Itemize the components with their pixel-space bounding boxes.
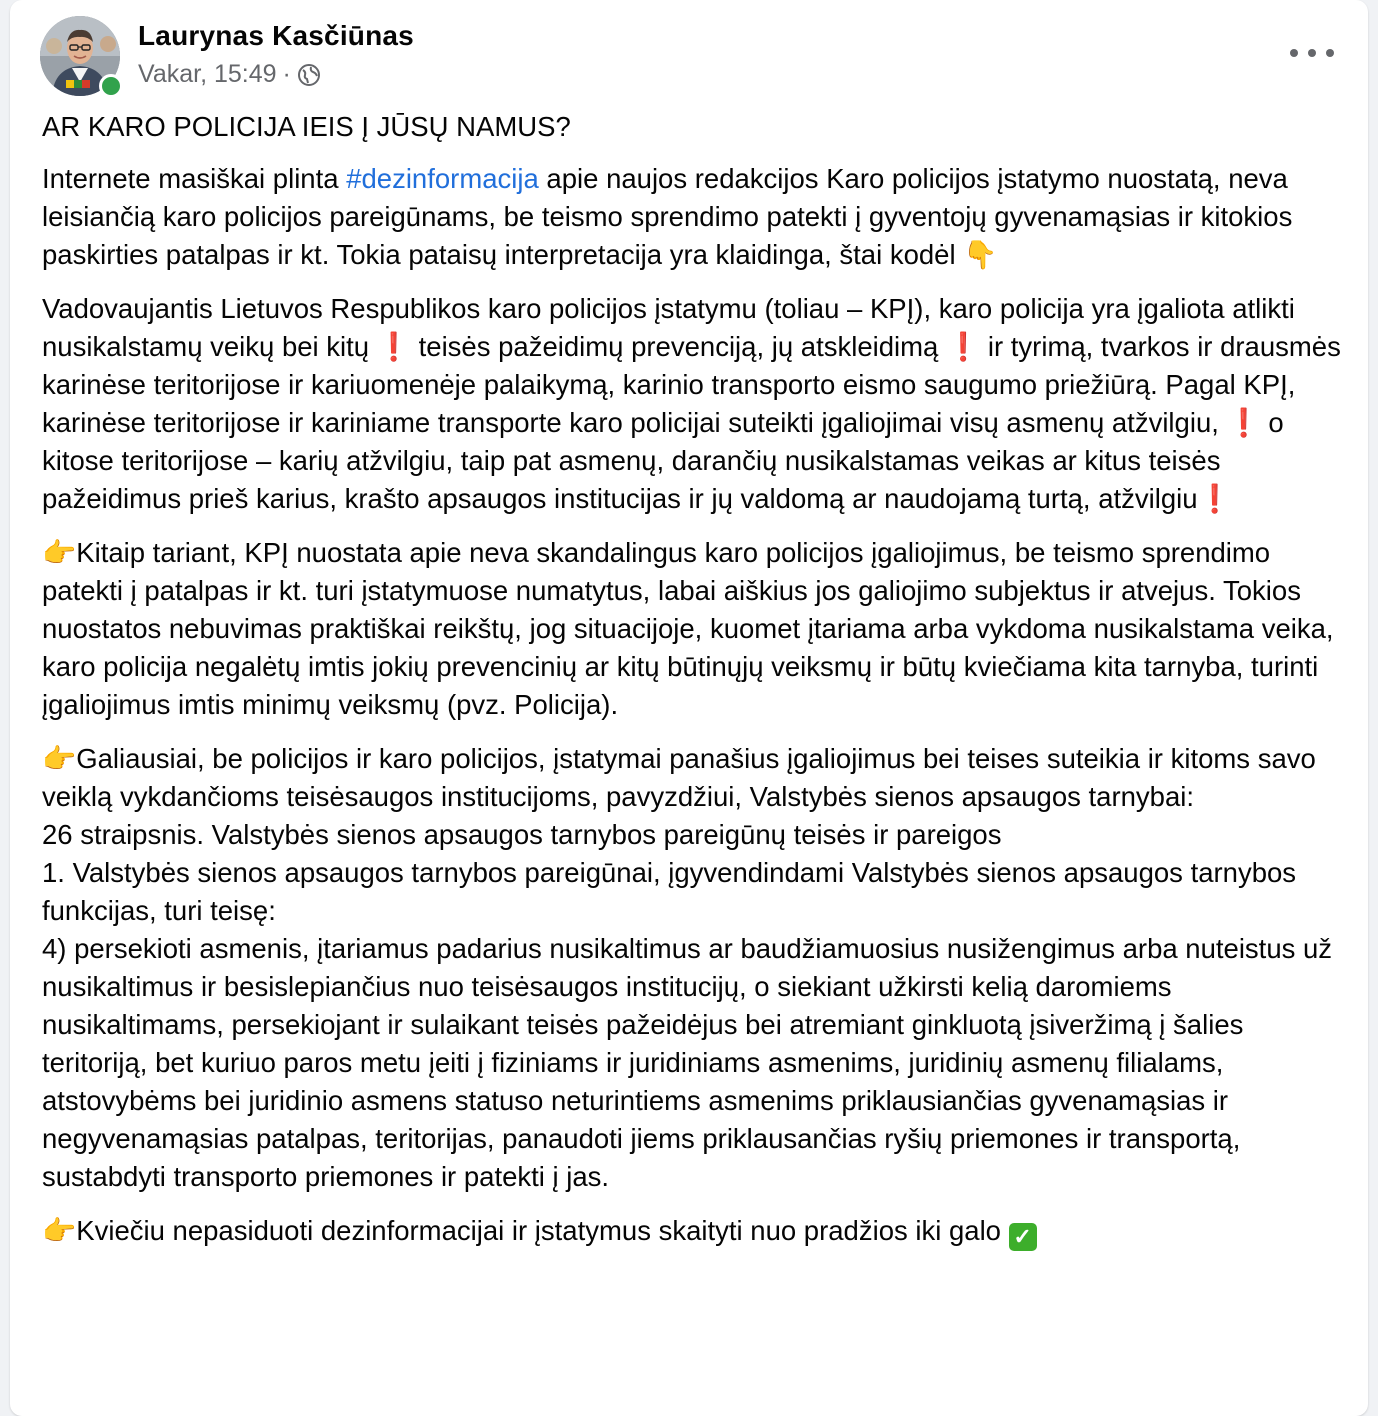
more-options-icon <box>1290 49 1298 57</box>
online-status-indicator <box>99 74 123 98</box>
point-right-icon: 👉 <box>42 537 77 568</box>
post-card <box>10 0 1368 1416</box>
paragraph-explanation <box>42 534 1342 724</box>
point-right-icon: 👉 <box>42 743 77 774</box>
paragraph-text: Vadovaujantis Lietuvos Respublikos karo policijos įstatymu (toliau – KPĮ), karo policija yra įgaliota atlikti nusikalstamų veikų bei kitų <box>42 293 1295 362</box>
paragraph-text: o kitose teritorijose – karių atžvilgiu, taip pat asmenų, darančių nusikalstamas veikas ar kitus teisės pažeidimus prieš karius, krašto apsaugos institucijas ir jų valdomą ar naudojamą turtą, atžvilgiu <box>42 407 1284 514</box>
law-article-item: 4) persekioti asmenis, įtariamus padarius nusikaltimus ar baudžiamuosius nusižengimus arba nuteistus už nusikaltimus ir besislepiančius nuo teisėsaugos institucijų, o siekiant užkirsti kelią daromiems nusikaltimams, persekiojant ir sulaikant teisės pažeidėjus bei atremiant ginkluotą įsiveržimą į šalies teritoriją, bet kuriuo paros metu įeiti į fiziniams ir juridiniams asmenims, juridinių asmenų filialams, atstovybėms bei juridinio asmens statuso neturintiems asmenims priklausiančias gyvenamąsias ir negyvenamąsias patalpas, teritorijas, panaudoti jiems priklausančias ryšių priemones ir transportą, sustabdyti transporto priemones ir patekti į jas. <box>42 933 1333 1192</box>
point-right-icon: 👉 <box>42 1215 77 1246</box>
globe-icon <box>297 63 321 87</box>
post-title: AR KARO POLICIJA IEIS Į JŪSŲ NAMUS? <box>42 111 571 142</box>
meta-separator: · <box>282 60 291 88</box>
paragraph-text: apie naujos redakcijos Karo policijos įstatymo nuostatą, neva leisiančią karo policijos pareigūnams, be teismo sprendimo patekti į gyventojų gyvenamąsias ir kitokios paskirties patalpas ir kt. Tokia pataisų interpretacija yra klaidinga, štai kodėl <box>42 163 1293 270</box>
more-options-icon <box>1308 49 1316 57</box>
paragraph-text: Internete masiškai plinta <box>42 163 347 194</box>
more-options-icon <box>1326 49 1334 57</box>
law-article-title: 26 straipsnis. Valstybės sienos apsaugos tarnybos pareigūnų teisės ir pareigos <box>42 819 1002 850</box>
post-meta <box>138 60 321 89</box>
more-options-button[interactable] <box>1290 38 1334 68</box>
paragraph-text: Kitaip tariant, KPĮ nuostata apie neva skandalingus karo policijos įgaliojimus, be teismo sprendimo patekti į patalpas ir kt. turi įstatymuose numatytus, labai aiškius jos galiojimo subjektus ir atvejus. Tokios nuostatos nebuvimas praktiškai reikštų, jog situacijoje, kuomet įtariama arba vykdoma nusikalstama veika, karo policija negalėtų imtis jokių prevencinių ar kitų būtinųjų veiksmų ir būtų kviečiama kita tarnyba, turinti įgaliojimus imtis minimų veiksmų (pvz. Policija). <box>42 537 1334 720</box>
paragraph-law <box>42 290 1342 518</box>
check-mark-icon: ✓ <box>1009 1223 1037 1251</box>
paragraph-intro <box>42 160 1342 274</box>
exclamation-icon: ❗ <box>376 331 411 362</box>
post-header <box>40 16 1338 98</box>
point-down-icon: 👇 <box>963 239 998 270</box>
author-name[interactable]: Laurynas Kasčiūnas <box>138 20 414 51</box>
paragraph-text: Kviečiu nepasiduoti dezinformacijai ir įstatymus skaityti nuo pradžios iki galo <box>76 1215 1001 1246</box>
post-body <box>42 108 1342 1267</box>
paragraph-text: Galiausiai, be policijos ir karo policijos, įstatymai panašius įgaliojimus bei teises suteikia ir kitoms savo veiklą vykdančioms teisėsaugos institucijoms, pavyzdžiui, Valstybės sienos apsaugos tarnybai: <box>42 743 1316 812</box>
exclamation-icon: ❗ <box>1197 483 1232 514</box>
law-article-clause: 1. Valstybės sienos apsaugos tarnybos pareigūnai, įgyvendindami Valstybės sienos apsaugos tarnybos funkcijas, turi teisę: <box>42 857 1297 926</box>
paragraph-closing <box>42 1212 1342 1251</box>
paragraph-border-guard <box>42 740 1342 1196</box>
paragraph-text: ir tyrimą, tvarkos ir drausmės karinėse teritorijose ir kariuomenėje palaikymą, karinio transporto eismo saugumo priežiūrą. Pagal KPĮ, karinėse teritorijose ir kariniame transporte karo policijai suteikti įgaliojimai visų asmenų atžvilgiu, <box>42 331 1341 438</box>
paragraph-text: teisės pažeidimų prevenciją, jų atskleidimą <box>411 331 946 362</box>
hashtag-link[interactable]: #dezinformacija <box>346 163 539 194</box>
exclamation-icon: ❗ <box>945 331 981 362</box>
exclamation-icon: ❗ <box>1226 407 1261 438</box>
post-timestamp[interactable]: Vakar, 15:49 <box>138 60 277 88</box>
